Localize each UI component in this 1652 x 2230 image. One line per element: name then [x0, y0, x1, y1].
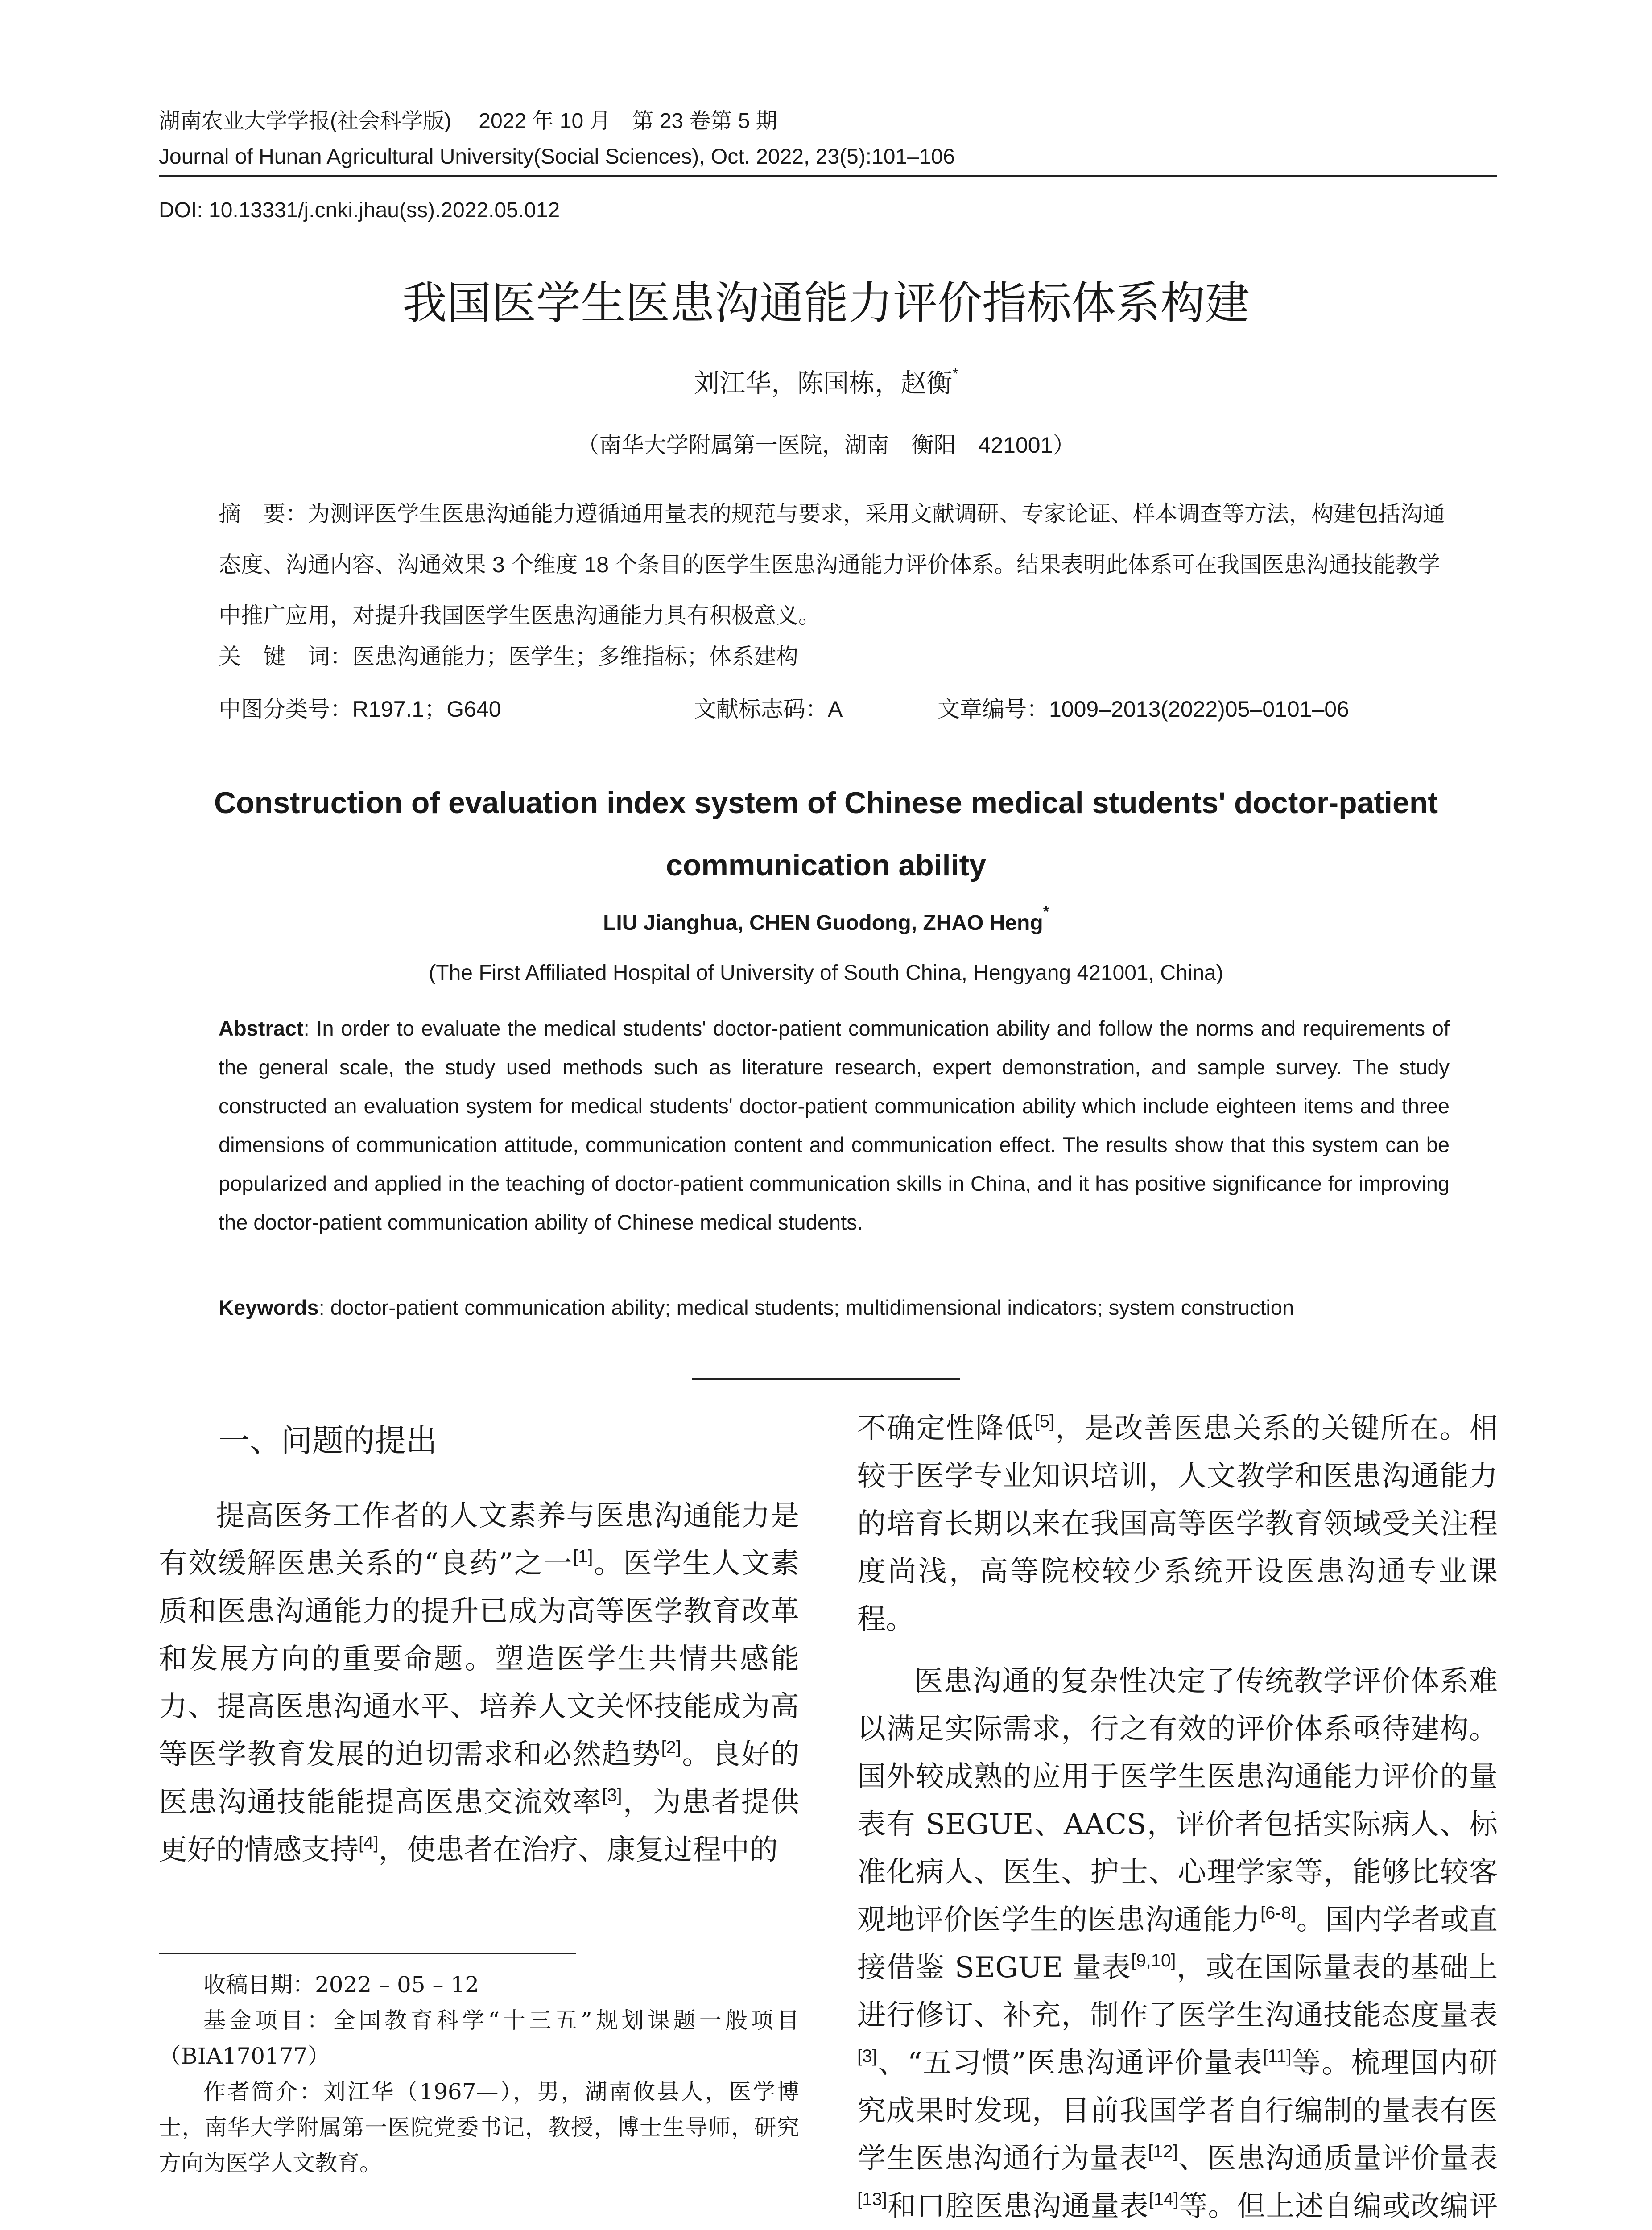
p1-text-f-cont: ，是改善医患关系的关键所在。相较于医学专业知识培训，人文教学和医患沟通能力的培育长期以来在我国高等医学教育领域受关注程度尚浅，高等院校较少系统开设医患沟通专业课程。 [857, 1412, 1498, 1636]
p2-text-e: 等。梳理国内研究成果时发现，目前我国学者自行编制的量表有医学生医患沟通行为量表 [857, 2047, 1498, 2175]
abstract-cn [219, 488, 1450, 641]
keywords-en-label: Keywords [219, 1296, 319, 1319]
abstract-cn-label: 摘 要： [219, 501, 308, 526]
bio-text: 刘江华（1967—），男，湖南攸县人，医学博士，南华大学附属第一医院党委书记，教授，博士生导师，研究方向为医学人文教育。 [159, 2079, 800, 2176]
p1-text-b: 。医学生人文素质和医患沟通能力的提升已成为高等医学教育改革和发展方向的重要命题。塑造医学生共情共感能力、提高医患沟通水平、培养人文关怀技能成为高等医学教育发展的迫切需求和必然趋势 [159, 1547, 800, 1771]
paragraph-1-continued [857, 1405, 1498, 1644]
p1-text-d: ，为患者提供更好的情感支持 [159, 1786, 800, 1867]
clc-number: 中图分类号：R197.1；G640 [219, 697, 501, 722]
fund-text: 全国教育科学“十三五”规划课题一般项目（BIA170177） [159, 2007, 800, 2069]
corresponding-mark-en: * [1043, 903, 1049, 920]
p2-text-a: 医患沟通的复杂性决定了传统教学评价体系难以满足实际需求，行之有效的评价体系亟待建构。国外较成熟的应用于医学生医患沟通能力评价的量表有 SEGUE、AACS，评价者包括实际病人、标准化病人、医生、护士、心理学家等，能够比较客观地评价医学生的医患沟通能力 [857, 1665, 1498, 1937]
keywords-cn-label: 关 键 词： [219, 644, 352, 669]
doi: DOI: 10.13331/j.cnki.jhau(ss).2022.05.012 [159, 198, 560, 222]
keywords-en-text: : doctor-patient communication ability; medical students; multidimensional indicators; system construction [318, 1296, 1294, 1319]
footnote-received: 收稿日期：2022 – 05 – 12 [203, 1972, 479, 1998]
citation[interactable]: [3] [857, 2046, 877, 2066]
abstract-en-text: : In order to evaluate the medical students' doctor-patient communication ability and follow the norms and requirements of the general scale, the study used methods such as literature research, expert demonstration, and sample survey. The study constructed an evaluation system for medical students' doctor-patient communication ability which include eighteen items and three dimensions of communication attitude, communication content and communication effect. The results show that this system can be popularized and applied in the teaching of doctor-patient communication skills in China, and it has positive significance for improving the doctor-patient communication ability of Chinese medical students. [219, 1016, 1450, 1234]
keywords-cn-text: 医患沟通能力；医学生；多维指标；体系建构 [352, 644, 798, 669]
header-rule [159, 175, 1497, 177]
fund-label: 基金项目： [203, 2007, 333, 2033]
footnote-bio [159, 2074, 799, 2181]
p1-text-a: 提高医务工作者的人文素养与医患沟通能力是有效缓解医患关系的“良药”之一 [159, 1499, 799, 1580]
citation[interactable]: [2] [661, 1738, 681, 1757]
footnote [159, 1967, 799, 2181]
p2-text-b: 。国内学者或直接借鉴 SEGUE 量表 [857, 1904, 1498, 1984]
title-en: Construction of evaluation index system of Chinese medical students' doctor-patient communication ability [214, 786, 1438, 882]
keywords-cn [219, 639, 798, 674]
bio-label: 作者简介： [203, 2079, 324, 2105]
document-code: 文献标志码：A [694, 697, 843, 722]
citation[interactable]: [14] [1148, 2189, 1179, 2209]
body-column-right [857, 1658, 1498, 2230]
paragraph-2 [857, 1658, 1498, 2230]
p1-text-e: ，使患者在治疗、康复过程中的 [378, 1834, 778, 1867]
abstract-cn-text: 为测评医学生医患沟通能力遵循通用量表的规范与要求，采用文献调研、专家论证、样本调查等方法，构建包括沟通态度、沟通内容、沟通效果 3 个维度 18 个条目的医学生医患沟通能力评价体系。结果表明此体系可在我国医患沟通技能教学中推广应用，对提升我国医学生医患沟通能力具有积极意义。 [219, 501, 1445, 628]
citation[interactable]: [12] [1148, 2142, 1178, 2161]
p2-text-g: 和口腔医患沟通量表 [887, 2190, 1149, 2223]
authors-en-text: LIU Jianghua, CHEN Guodong, ZHAO Heng [603, 911, 1043, 935]
footnote-fund [159, 2003, 799, 2074]
footnote-rule [159, 1953, 576, 1954]
citation[interactable]: [13] [857, 2189, 887, 2209]
section-divider [692, 1378, 960, 1380]
paragraph-1 [159, 1492, 799, 1874]
citation[interactable]: [4] [359, 1833, 379, 1853]
article-number: 文章编号：1009–2013(2022)05–0101–06 [938, 697, 1349, 722]
p2-text-h: 等。但上述自编或改编评 [1178, 2190, 1498, 2223]
p2-text-f: 、医患沟通质量评价量表 [1177, 2142, 1498, 2175]
authors-cn-text: 刘江华，陈国栋，赵衡 [694, 369, 953, 398]
authors-cn [0, 366, 1652, 401]
abstract-en [219, 1009, 1450, 1242]
corresponding-mark: * [952, 365, 958, 382]
section-heading: 一、问题的提出 [219, 1423, 437, 1458]
affiliation-en: (The First Affiliated Hospital of University of South China, Hengyang 421001, China) [429, 961, 1223, 985]
body-column-right-continuation [857, 1405, 1498, 1644]
abstract-en-label: Abstract [219, 1016, 304, 1040]
journal-header-en: Journal of Hunan Agricultural University(Social Sciences), Oct. 2022, 23(5):101–106 [159, 145, 955, 169]
citation[interactable]: [5] [1034, 1412, 1055, 1431]
p1-text-c: 。良好的医患沟通技能能提高医患交流效率 [159, 1738, 800, 1819]
citation[interactable]: [1] [573, 1547, 593, 1566]
body-column-left [159, 1492, 799, 1874]
citation[interactable]: [6-8] [1260, 1903, 1297, 1923]
title-cn: 我国医学生医患沟通能力评价指标体系构建 [402, 278, 1250, 328]
keywords-en [219, 1290, 1294, 1326]
affiliation-cn: （南华大学附属第一医院，湖南 衡阳 421001） [577, 433, 1075, 458]
p2-text-d: 、“五习惯”医患沟通评价量表 [877, 2047, 1263, 2080]
citation[interactable]: [9,10] [1131, 1951, 1176, 1970]
citation[interactable]: [3] [602, 1785, 622, 1805]
citation[interactable]: [11] [1263, 2046, 1292, 2066]
p2-text-c: ，或在国际量表的基础上进行修订、补充，制作了医学生沟通技能态度量表 [857, 1951, 1498, 2032]
authors-en [0, 905, 1652, 941]
journal-header-cn: 湖南农业大学学报(社会科学版) 2022 年 10 月 第 23 卷第 5 期 [159, 109, 777, 133]
p1-text-e-cont: 不确定性降低 [857, 1412, 1035, 1445]
